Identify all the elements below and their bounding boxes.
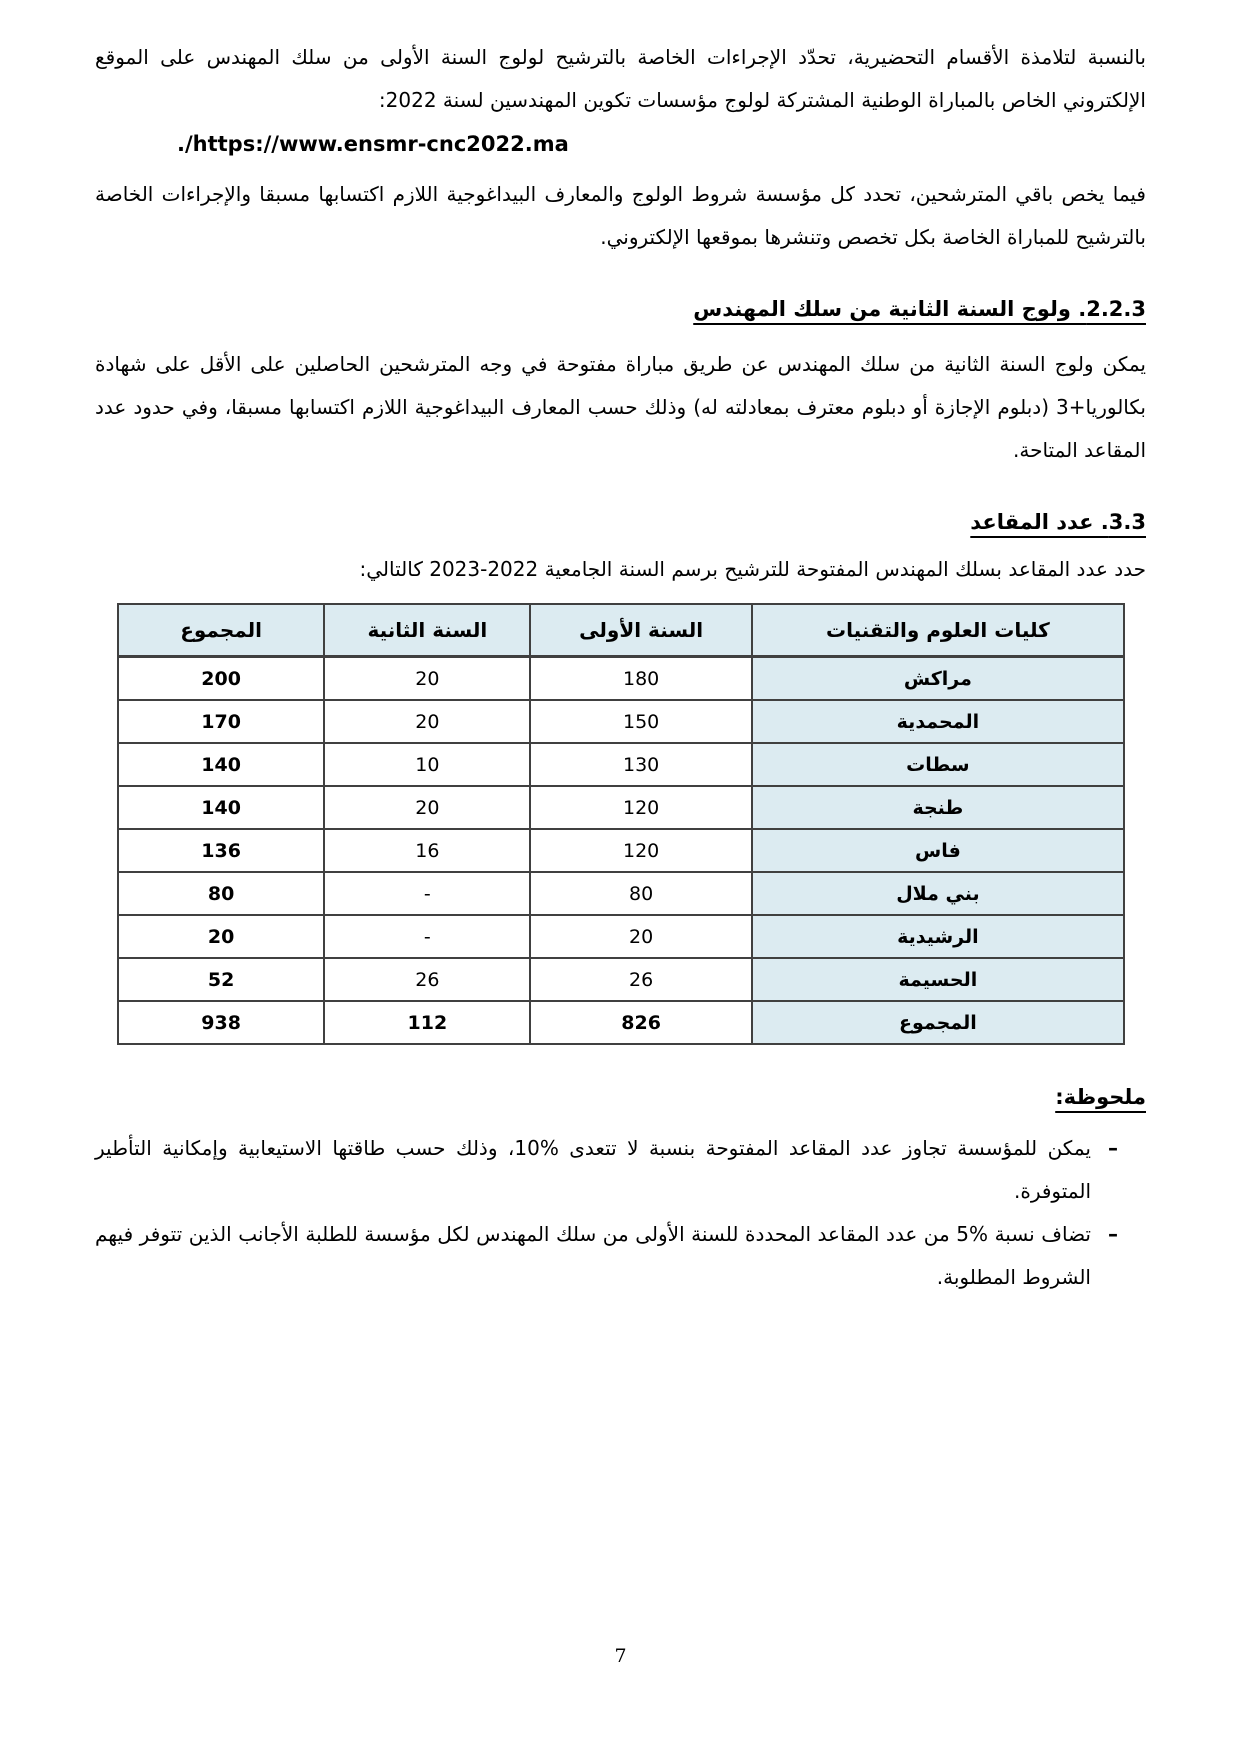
cell-year1: 120 (530, 786, 751, 829)
cell-faculty: مراكش (752, 657, 1124, 701)
cell-year2: - (324, 872, 530, 915)
cell-year1: 150 (530, 700, 751, 743)
cell-year1-total: 826 (530, 1001, 751, 1044)
table-row-errachidia (118, 915, 1124, 958)
table-row-mohammedia (118, 700, 1124, 743)
dash-bullet-icon: – (1108, 1136, 1118, 1160)
cell-faculty-total: المجموع (752, 1001, 1124, 1044)
note-item-foreign-students-text: تضاف نسبة %5 من عدد المقاعد المحددة للسنة الأولى من سلك المهندس لكل مؤسسة للطلبة الأجانب الذين تتوفر فيهم الشروط المطلوبة. (95, 1222, 1092, 1289)
table-row-marrakech (118, 657, 1124, 701)
cell-year2: 20 (324, 786, 530, 829)
cell-total: 80 (118, 872, 324, 915)
cell-year2-total: 112 (324, 1001, 530, 1044)
header-cell-faculty: كليات العلوم والتقنيات (752, 604, 1124, 657)
cell-year2: 20 (324, 657, 530, 701)
note-heading-text: ملحوظة: (1055, 1085, 1146, 1109)
seats-intro-after: كالتالي: (359, 557, 430, 581)
cell-faculty: الحسيمة (752, 958, 1124, 1001)
seats-intro-before: حدد عدد المقاعد بسلك المهندس المفتوحة للترشيح برسم السنة الجامعية (538, 557, 1146, 581)
paragraph-other-candidates: فيما يخص باقي المترشحين، تحدد كل مؤسسة شروط الولوج والمعارف البيداغوجية اللازم اكتسابها مسبقا والإجراءات الخاصة بالترشيح للمباراة الخاصة بكل تخصص وتنشرها بموقعها الإلكتروني. (95, 182, 1146, 249)
cell-faculty: فاس (752, 829, 1124, 872)
cell-year1: 20 (530, 915, 751, 958)
cell-year1: 180 (530, 657, 751, 701)
cell-total: 140 (118, 786, 324, 829)
cnc-website-url[interactable]: https://www.ensmr-cnc2022.ma/. (177, 132, 569, 156)
table-header-row (118, 604, 1124, 657)
cell-year1: 130 (530, 743, 751, 786)
note-item-foreign-students (95, 1213, 1146, 1299)
cell-year2: - (324, 915, 530, 958)
header-cell-year2: السنة الثانية (324, 604, 530, 657)
section-heading-2-2-3 (95, 287, 1146, 331)
dash-bullet-icon: – (1108, 1222, 1118, 1246)
table-row-tangier (118, 786, 1124, 829)
table-row-al-hoceima (118, 958, 1124, 1001)
seats-table (117, 603, 1125, 1045)
cell-total: 52 (118, 958, 324, 1001)
paragraph-second-year-access: يمكن ولوج السنة الثانية من سلك المهندس عن طريق مباراة مفتوحة في وجه المترشحين الحاصلين على الأقل على شهادة بكالوريا+3 (دبلوم الإجازة أو دبلوم معترف بمعادلته له) وذلك حسب المعارف البيداغوجية اللازم اكتسابها مسبقا، وفي حدود عدد المقاعد المتاحة. (95, 352, 1146, 462)
note-heading (95, 1075, 1146, 1119)
section-heading-3-3-text: 3.3. عدد المقاعد (970, 510, 1146, 534)
cell-faculty: بني ملال (752, 872, 1124, 915)
cell-faculty: طنجة (752, 786, 1124, 829)
cell-year1: 80 (530, 872, 751, 915)
table-row-beni-mellal (118, 872, 1124, 915)
note-list (95, 1127, 1146, 1299)
note-item-capacity-text: يمكن للمؤسسة تجاوز عدد المقاعد المفتوحة بنسبة لا تتعدى %10، وذلك حسب طاقتها الاستيعابية وإمكانية التأطير المتوفرة. (95, 1136, 1091, 1203)
section-heading-2-2-3-text: 2.2.3. ولوج السنة الثانية من سلك المهندس (693, 297, 1146, 321)
cell-total: 170 (118, 700, 324, 743)
cell-year2: 20 (324, 700, 530, 743)
section-heading-3-3 (95, 500, 1146, 544)
note-item-capacity (95, 1127, 1146, 1213)
cell-grand-total: 938 (118, 1001, 324, 1044)
cell-total: 136 (118, 829, 324, 872)
cell-total: 20 (118, 915, 324, 958)
cell-faculty: الرشيدية (752, 915, 1124, 958)
cell-year2: 16 (324, 829, 530, 872)
cell-faculty: المحمدية (752, 700, 1124, 743)
cell-total: 200 (118, 657, 324, 701)
table-row-fes (118, 829, 1124, 872)
header-cell-total: المجموع (118, 604, 324, 657)
cell-year1: 120 (530, 829, 751, 872)
cell-year1: 26 (530, 958, 751, 1001)
academic-year-range: 2023-2022 (429, 557, 539, 581)
cell-faculty: سطات (752, 743, 1124, 786)
header-cell-year1: السنة الأولى (530, 604, 751, 657)
page-number: 7 (614, 1645, 627, 1667)
table-row-settat (118, 743, 1124, 786)
paragraph-seats-intro (95, 548, 1146, 591)
cell-total: 140 (118, 743, 324, 786)
cell-year2: 10 (324, 743, 530, 786)
table-total-row (118, 1001, 1124, 1044)
cell-year2: 26 (324, 958, 530, 1001)
paragraph-prep-classes: بالنسبة لتلامذة الأقسام التحضيرية، تحدّد الإجراءات الخاصة بالترشيح لولوج السنة الأولى من سلك المهندس على الموقع الإلكتروني الخاص بالمباراة الوطنية المشتركة لولوج مؤسسات تكوين المهندسين لسنة 2022: (95, 45, 1146, 112)
